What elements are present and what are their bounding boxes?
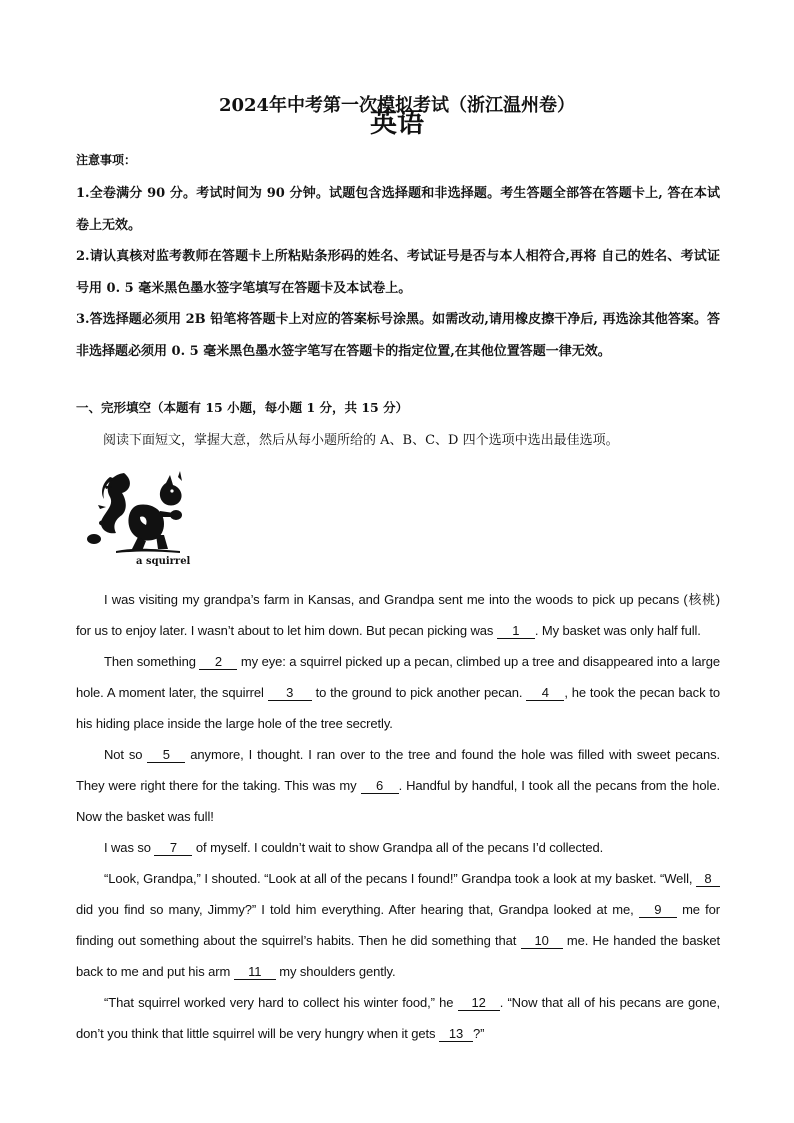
passage-text: to the ground to pick another pecan. <box>311 685 527 700</box>
blank-7: 7 <box>154 840 192 856</box>
passage-text: I was visiting my grandpa’s farm in Kansas, and Grandpa sent me into the woods to pick up pecans (核桃) for us to enjoy later. I wasn’t about to let him down. But pecan picking was <box>76 592 720 638</box>
squirrel-illustration <box>76 463 196 569</box>
blank-2: 2 <box>199 654 237 670</box>
blank-11: 11 <box>234 964 276 980</box>
blank-3: 3 <box>268 685 312 701</box>
blank-4: 4 <box>526 685 564 701</box>
passage-paragraph <box>76 646 720 739</box>
passage-text: ?” <box>472 1026 485 1041</box>
blank-13: 13 <box>439 1026 473 1042</box>
notice-item: 2.请认真核对监考教师在答题卡上所粘贴条形码的姓名、考试证号是否与本人相符合,再将 自己的姓名、考试证号用 0. 5 毫米黑色墨水签字笔填写在答题卡及本试卷上。 <box>76 249 720 296</box>
image-caption: a squirrel <box>136 556 191 567</box>
cloze-passage <box>76 584 720 1049</box>
passage-text: , he took the pecan back to his hiding place inside the large hole of the tree secretly. <box>76 685 721 731</box>
blank-8: 8 <box>696 871 720 887</box>
passage-paragraph <box>76 739 720 832</box>
passage-text: me. He handed the basket back to me and put his arm <box>76 933 721 979</box>
notice-heading: 注意事项： <box>76 153 137 167</box>
subject-title: 英语 <box>370 108 424 139</box>
passage-text: anymore, I thought. I ran over to the tree and found the hole was filled with sweet pecans. They were right there for the taking. This was my <box>76 747 720 793</box>
passage-text: did you find so many, Jimmy?” I told him everything. After hearing that, Grandpa looked at me, <box>76 902 639 917</box>
passage-text: my eye: a squirrel picked up a pecan, climbed up a tree and disappeared into a large hole. A moment later, the squirrel <box>76 654 720 700</box>
passage-text: of myself. I couldn’t wait to show Grandpa all of the pecans I’d collected. <box>192 840 604 855</box>
blank-1: 1 <box>497 623 535 639</box>
passage-text: Not so <box>104 747 148 762</box>
passage-text: Then something <box>104 654 200 669</box>
section-instruction: 阅读下面短文，掌握大意，然后从每小题所给的 A、B、C、D 四个选项中选出最佳选项。 <box>103 433 619 448</box>
passage-text: “Look, Grandpa,” I shouted. “Look at all of the pecans I found!” Grandpa took a look at my basket. “Well, <box>104 871 696 886</box>
passage-text: “That squirrel worked very hard to collect his winter food,” he <box>104 995 458 1010</box>
passage-paragraph <box>76 863 720 987</box>
blank-10: 10 <box>521 933 563 949</box>
passage-text: . “Now that all of his pecans are gone, don’t you think that little squirrel will be very hungry when it gets <box>76 995 720 1041</box>
notice-list <box>76 178 720 367</box>
notice-item: 1.全卷满分 90 分。考试时间为 90 分钟。试题包含选择题和非选择题。考生答题全部答在答题卡上, 答在本试卷上无效。 <box>76 186 720 233</box>
notice-item: 3.答选择题必须用 2B 铅笔将答题卡上对应的答案标号涂黑。如需改动,请用橡皮擦干净后, 再选涂其他答案。答非选择题必须用 0. 5 毫米黑色墨水签字笔写在答题卡的指定位置,在其他位置答题一律无效。 <box>76 312 720 359</box>
exam-title: 2024年中考第一次模拟考试（浙江温州卷） <box>218 95 576 116</box>
blank-5: 5 <box>147 747 185 763</box>
passage-text: I was so <box>104 840 155 855</box>
passage-paragraph <box>76 987 720 1049</box>
passage-text: . My basket was only half full. <box>534 623 701 638</box>
passage-text: my shoulders gently. <box>275 964 396 979</box>
passage-text: . Handful by handful, I took all the pecans from the hole. Now the basket was full! <box>76 778 720 824</box>
passage-text: me for finding out something about the squirrel’s habits. Then he did something that <box>76 902 720 948</box>
blank-6: 6 <box>361 778 399 794</box>
blank-9: 9 <box>639 902 677 918</box>
passage-paragraph <box>76 832 720 863</box>
passage-paragraph <box>76 584 720 646</box>
blank-12: 12 <box>458 995 500 1011</box>
section-heading: 一、完形填空（本题有 15 小题，每小题 1 分，共 15 分） <box>76 400 409 415</box>
